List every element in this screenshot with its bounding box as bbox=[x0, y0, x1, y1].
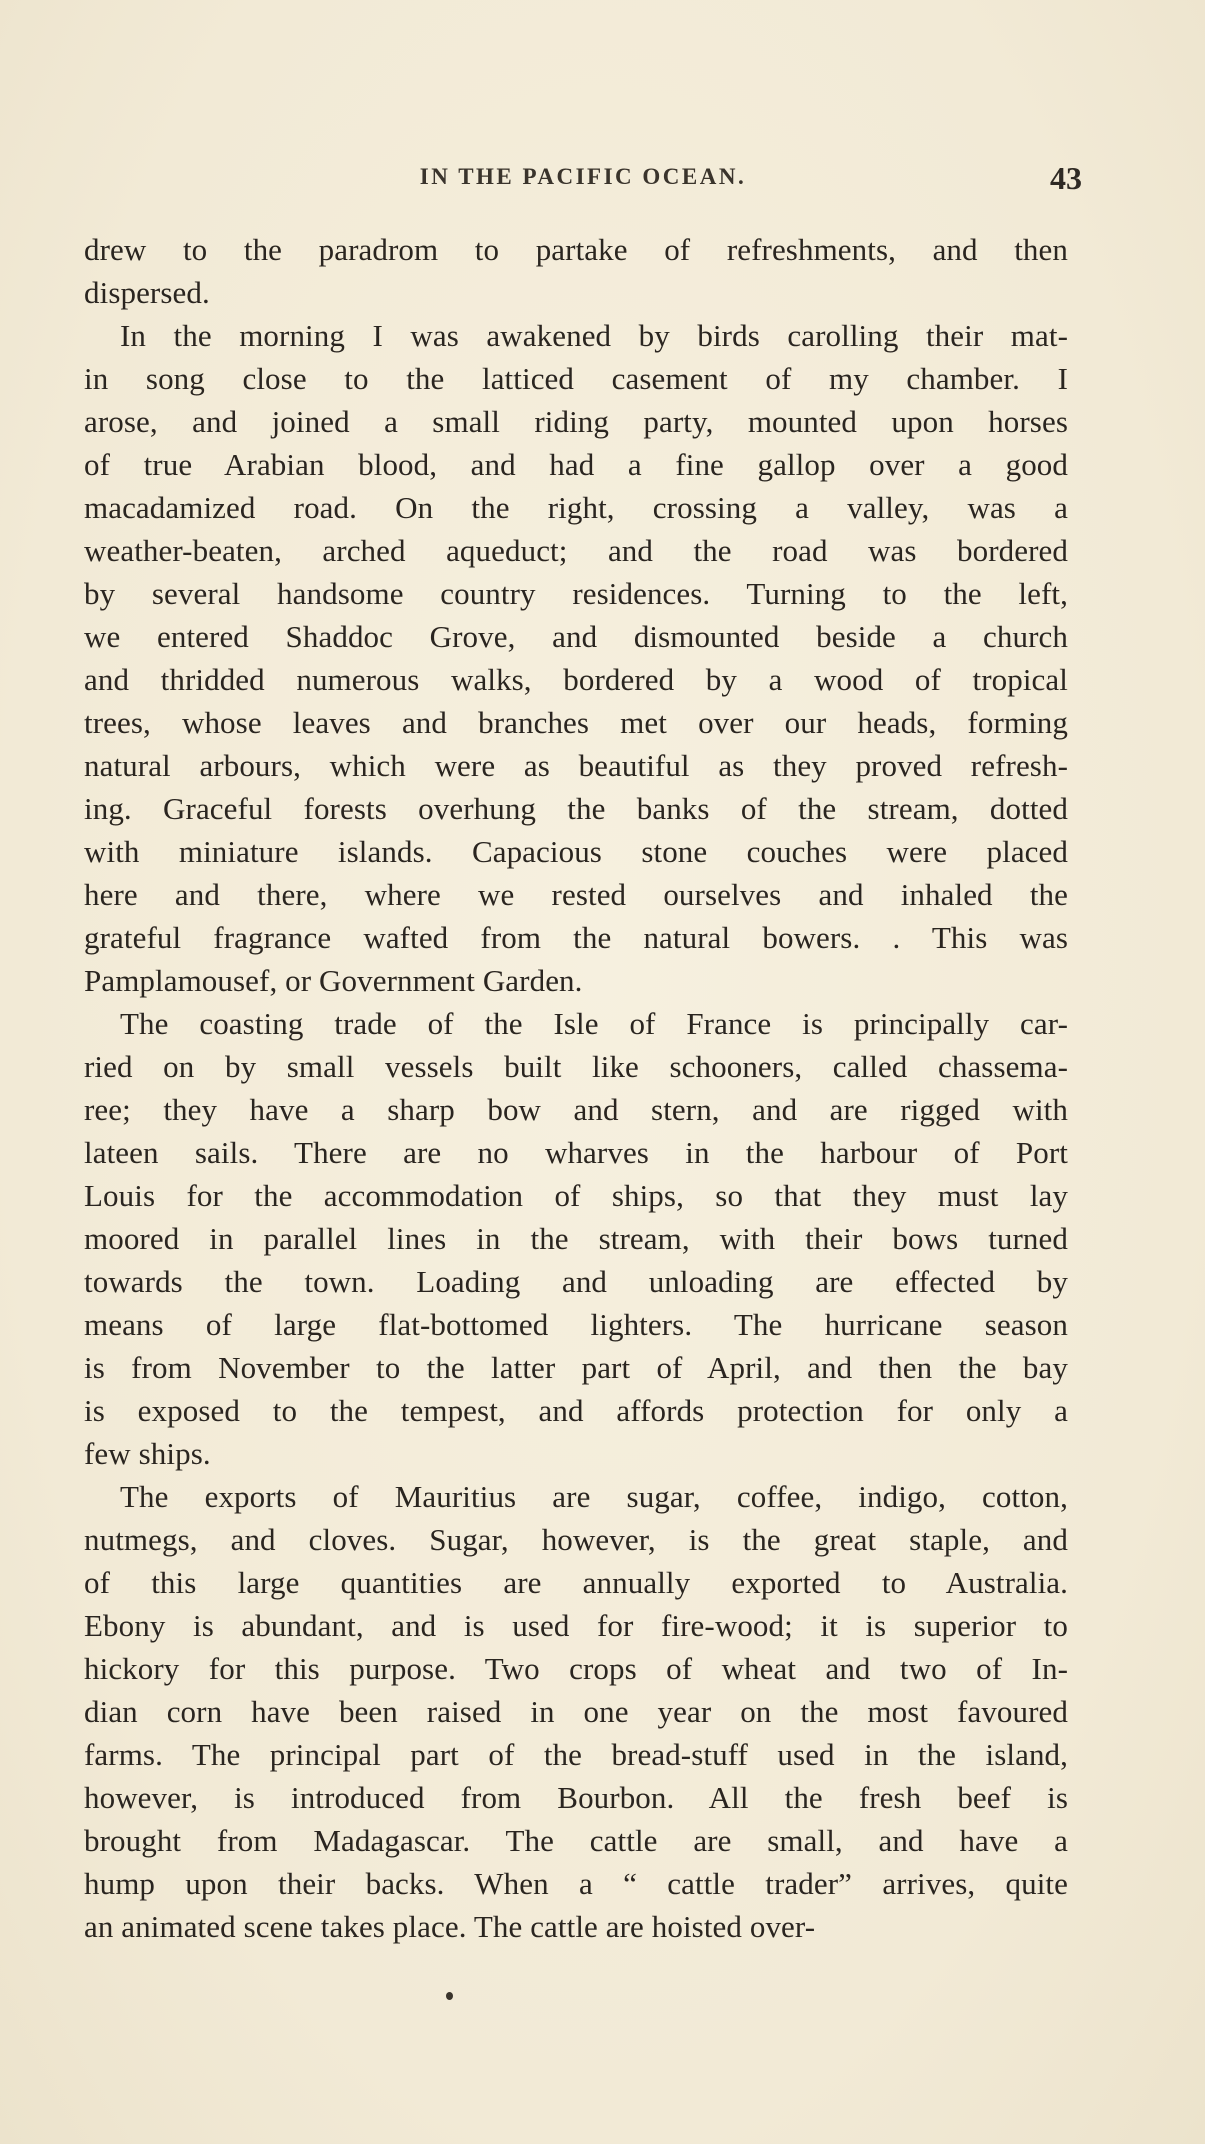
text-line: dispersed. bbox=[84, 275, 210, 310]
text-line: grateful fragrance wafted from the natural bowers. . This was bbox=[84, 920, 1068, 955]
text-line: is from November to the latter part of April, and then the bay bbox=[84, 1350, 1068, 1385]
text-line: hickory for this purpose. Two crops of wheat and two of In- bbox=[84, 1651, 1068, 1686]
text-line: Pamplamousef, or Government Garden. bbox=[84, 963, 583, 998]
text-line: towards the town. Loading and unloading are effected by bbox=[84, 1264, 1068, 1299]
text-line: drew to the paradrom to partake of refreshments, and then bbox=[84, 232, 1068, 267]
page-number: 43 bbox=[1050, 160, 1082, 196]
text-line: of true Arabian blood, and had a fine gallop over a good bbox=[84, 447, 1068, 482]
paragraph bbox=[84, 228, 1068, 314]
text-line: The coasting trade of the Isle of France is principally car- bbox=[120, 1006, 1068, 1041]
text-line: is exposed to the tempest, and affords protection for only a bbox=[84, 1393, 1068, 1428]
running-head bbox=[84, 160, 1082, 200]
text-line: Ebony is abundant, and is used for fire-wood; it is superior to bbox=[84, 1608, 1068, 1643]
text-line: natural arbours, which were as beautiful as they proved refresh- bbox=[84, 748, 1068, 783]
text-line: lateen sails. There are no wharves in the harbour of Port bbox=[84, 1135, 1068, 1170]
text-line: few ships. bbox=[84, 1436, 211, 1471]
running-title: IN THE PACIFIC OCEAN. bbox=[419, 164, 747, 189]
text-line: by several handsome country residences. Turning to the left, bbox=[84, 576, 1068, 611]
text-line: hump upon their backs. When a “ cattle trader” arrives, quite bbox=[84, 1866, 1068, 1901]
text-line: an animated scene takes place. The cattle are hoisted over- bbox=[84, 1909, 816, 1944]
text-line: and thridded numerous walks, bordered by a wood of tropical bbox=[84, 662, 1068, 697]
text-line: brought from Madagascar. The cattle are small, and have a bbox=[84, 1823, 1068, 1858]
text-line: of this large quantities are annually exported to Australia. bbox=[84, 1565, 1068, 1600]
text-line: The exports of Mauritius are sugar, coffee, indigo, cotton, bbox=[120, 1479, 1068, 1514]
paragraph bbox=[84, 314, 1068, 1002]
text-line: here and there, where we rested ourselves and inhaled the bbox=[84, 877, 1068, 912]
ink-speck bbox=[446, 1992, 453, 2000]
text-line: nutmegs, and cloves. Sugar, however, is the great staple, and bbox=[84, 1522, 1068, 1557]
text-line: ing. Graceful forests overhung the banks of the stream, dotted bbox=[84, 791, 1068, 826]
text-line: ree; they have a sharp bow and stern, and are rigged with bbox=[84, 1092, 1068, 1127]
text-line: weather-beaten, arched aqueduct; and the road was bordered bbox=[84, 533, 1068, 568]
text-line: farms. The principal part of the bread-stuff used in the island, bbox=[84, 1737, 1068, 1772]
text-line: means of large flat-bottomed lighters. The hurricane season bbox=[84, 1307, 1068, 1342]
text-line: macadamized road. On the right, crossing a valley, was a bbox=[84, 490, 1068, 525]
text-line: moored in parallel lines in the stream, with their bows turned bbox=[84, 1221, 1068, 1256]
text-line: we entered Shaddoc Grove, and dismounted beside a church bbox=[84, 619, 1068, 654]
text-line: trees, whose leaves and branches met over our heads, forming bbox=[84, 705, 1068, 740]
body-text bbox=[84, 228, 1068, 1948]
text-line: Louis for the accommodation of ships, so that they must lay bbox=[84, 1178, 1068, 1213]
text-line: ried on by small vessels built like schooners, called chassema- bbox=[84, 1049, 1068, 1084]
text-line: arose, and joined a small riding party, mounted upon horses bbox=[84, 404, 1068, 439]
text-line: dian corn have been raised in one year on the most favoured bbox=[84, 1694, 1068, 1729]
text-line: In the morning I was awakened by birds carolling their mat- bbox=[120, 318, 1068, 353]
text-line: however, is introduced from Bourbon. All the fresh beef is bbox=[84, 1780, 1068, 1815]
text-line: in song close to the latticed casement of my chamber. I bbox=[84, 361, 1068, 396]
paragraph bbox=[84, 1475, 1068, 1948]
text-line: with miniature islands. Capacious stone couches were placed bbox=[84, 834, 1068, 869]
paragraph bbox=[84, 1002, 1068, 1475]
